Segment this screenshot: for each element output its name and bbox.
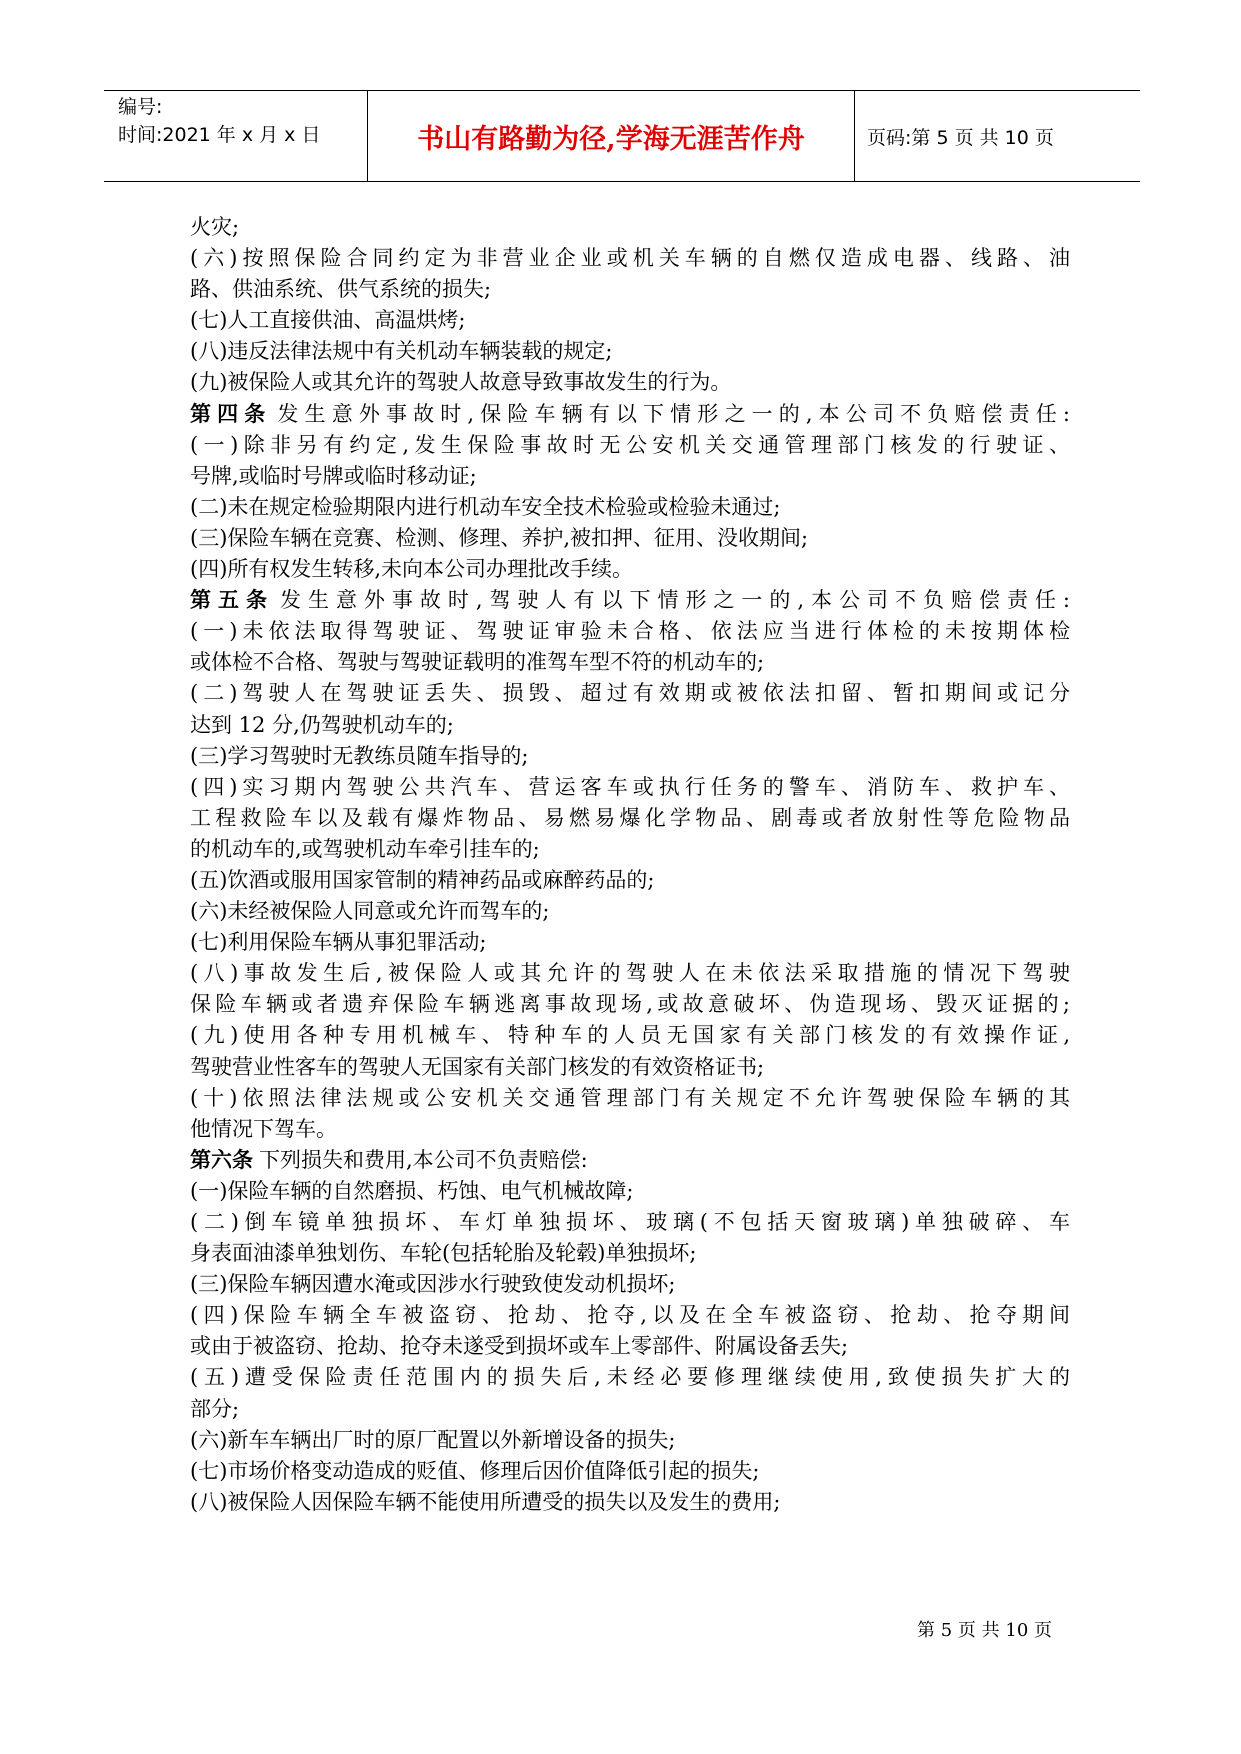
body-text-line (190, 305, 1070, 336)
page-footer: 第 5 页 共 10 页 (917, 1620, 1052, 1641)
document-body (190, 212, 1070, 1518)
body-text-line (190, 927, 1070, 958)
line-text: 号牌,或临时号牌或临时移动证; (190, 463, 477, 488)
body-text-line (190, 1362, 1070, 1393)
body-text-line (190, 1331, 1070, 1362)
header-page-text: 页码:第 5 页 共 10 页 (867, 126, 1054, 149)
line-text: (九)被保险人或其允许的驾驶人故意导致事故发生的行为。 (190, 370, 732, 395)
line-text: (七)利用保险车辆从事犯罪活动; (190, 930, 487, 955)
body-text-line (190, 1269, 1070, 1300)
line-text: (二)驾驶人在驾驶证丢失、损毁、超过有效期或被依法扣留、暂扣期间或记分 (190, 681, 1070, 706)
line-text: (六)按照保险合同约定为非营业企业或机关车辆的自燃仅造成电器、线路、油 (190, 246, 1070, 271)
body-text-line (190, 710, 1070, 741)
body-text-line (190, 243, 1070, 274)
body-text-line (190, 1114, 1070, 1145)
body-text-line (190, 741, 1070, 772)
line-text: 驾驶营业性客车的驾驶人无国家有关部门核发的有效资格证书; (190, 1054, 765, 1079)
line-text: 的机动车的,或驾驶机动车牵引挂车的; (190, 836, 540, 861)
line-text: (八)违反法律法规中有关机动车辆装载的规定; (190, 339, 613, 364)
body-text-line (190, 1052, 1070, 1083)
line-text: (八)事故发生后,被保险人或其允许的驾驶人在未依法采取措施的情况下驾驶 (190, 961, 1070, 986)
body-text-line (190, 1425, 1070, 1456)
line-text: (五)遭受保险责任范围内的损失后,未经必要修理继续使用,致使损失扩大的 (190, 1365, 1070, 1390)
line-text: (十)依照法律法规或公安机关交通管理部门有关规定不允许驾驶保险车辆的其 (190, 1085, 1070, 1110)
line-text: 身表面油漆单独划伤、车轮(包括轮胎及轮毂)单独损坏; (190, 1241, 697, 1266)
body-text-line (190, 430, 1070, 461)
line-text: (一)除非另有约定,发生保险事故时无公安机关交通管理部门核发的行驶证、 (190, 432, 1070, 457)
body-text-line (190, 989, 1070, 1020)
line-text: (六)未经被保险人同意或允许而驾车的; (190, 899, 550, 924)
line-text: (三)保险车辆在竞赛、检测、修理、养护,被扣押、征用、没收期间; (190, 525, 809, 550)
line-text: (四)保险车辆全车被盗窃、抢劫、抢夺,以及在全车被盗窃、抢劫、抢夺期间 (190, 1303, 1070, 1328)
line-text: 或由于被盗窃、抢劫、抢夺未遂受到损坏或车上零部件、附属设备丢失; (190, 1334, 849, 1359)
body-text-line (190, 678, 1070, 709)
article-heading-line (190, 585, 1070, 616)
body-text-line (190, 647, 1070, 678)
line-text: 路、供油系统、供气系统的损失; (190, 277, 492, 302)
body-text-line (190, 1394, 1070, 1425)
body-text-line (190, 212, 1070, 243)
line-text: 达到 12 分,仍驾驶机动车的; (190, 712, 454, 737)
line-text: (五)饮酒或服用国家管制的精神药品或麻醉药品的; (190, 867, 655, 892)
line-text: 工程救险车以及载有爆炸物品、易燃易爆化学物品、剧毒或者放射性等危险物品 (190, 805, 1070, 830)
article-number: 第五条 (190, 588, 274, 613)
body-text-line (190, 1207, 1070, 1238)
body-text-line (190, 554, 1070, 585)
line-text: 部分; (190, 1396, 240, 1421)
line-text: 他情况下驾车。 (190, 1116, 337, 1141)
body-text-line (190, 336, 1070, 367)
line-text: 发生意外事故时,保险车辆有以下情形之一的,本公司不负赔偿责任: (277, 401, 1070, 426)
header-page-label (855, 91, 1140, 181)
line-text: (六)新车车辆出厂时的原厂配置以外新增设备的损失; (190, 1427, 676, 1452)
line-text: (二)未在规定检验期限内进行机动车安全技术检验或检验未通过; (190, 494, 781, 519)
page-header (104, 90, 1140, 182)
line-text: (二)倒车镜单独损坏、车灯单独损坏、玻璃(不包括天窗玻璃)单独破碎、车 (190, 1210, 1070, 1234)
article-number: 第四条 (190, 401, 272, 426)
body-text-line (190, 803, 1070, 834)
body-text-line (190, 523, 1070, 554)
line-text: (四)所有权发生转移,未向本公司办理批改手续。 (190, 557, 634, 582)
line-text: (一)保险车辆的自然磨损、朽蚀、电气机械故障; (190, 1178, 634, 1203)
body-text-line (190, 896, 1070, 927)
body-text-line (190, 461, 1070, 492)
line-text: (九)使用各种专用机械车、特种车的人员无国家有关部门核发的有效操作证, (190, 1023, 1070, 1048)
body-text-line (190, 616, 1070, 647)
body-text-line (190, 772, 1070, 803)
line-text: (四)实习期内驾驶公共汽车、营运客车或执行任务的警车、消防车、救护车、 (190, 774, 1070, 799)
line-text: 下列损失和费用,本公司不负责赔偿: (259, 1147, 588, 1172)
body-text-line (190, 1020, 1070, 1051)
line-text: 火灾; (190, 215, 240, 239)
line-text: (七)人工直接供油、高温烘烤; (190, 308, 466, 333)
header-motto: 书山有路勤为径,学海无涯苦作舟 (368, 91, 855, 181)
header-meta (104, 91, 368, 181)
body-text-line (190, 492, 1070, 523)
body-text-line (190, 1083, 1070, 1114)
body-text-line (190, 1487, 1070, 1518)
body-text-line (190, 1176, 1070, 1207)
body-text-line (190, 865, 1070, 896)
line-text: (八)被保险人因保险车辆不能使用所遭受的损失以及发生的费用; (190, 1489, 781, 1514)
body-text-line (190, 367, 1070, 398)
line-text: (一)未依法取得驾驶证、驾驶证审验未合格、依法应当进行体检的未按期体检 (190, 619, 1070, 644)
line-text: (三)学习驾驶时无教练员随车指导的; (190, 743, 529, 768)
body-text-line (190, 834, 1070, 865)
line-text: 发生意外事故时,驾驶人有以下情形之一的,本公司不负赔偿责任: (279, 588, 1070, 613)
line-text: (三)保险车辆因遭水淹或因涉水行驶致使发动机损坏; (190, 1272, 676, 1297)
article-number: 第六条 (190, 1147, 253, 1172)
line-text: 或体检不合格、驾驶与驾驶证载明的准驾车型不符的机动车的; (190, 650, 765, 675)
line-text: (七)市场价格变动造成的贬值、修理后因价值降低引起的损失; (190, 1458, 760, 1483)
body-text-line (190, 1300, 1070, 1331)
line-text: 保险车辆或者遗弃保险车辆逃离事故现场,或故意破坏、伪造现场、毁灭证据的; (190, 992, 1070, 1017)
body-text-line (190, 958, 1070, 989)
body-text-line (190, 1456, 1070, 1487)
document-number-label: 编号: (118, 96, 163, 118)
article-heading-line (190, 399, 1070, 430)
article-heading-line (190, 1145, 1070, 1176)
body-text-line (190, 274, 1070, 305)
body-text-line (190, 1238, 1070, 1269)
document-time-label: 时间:2021 年 x 月 x 日 (118, 124, 321, 146)
